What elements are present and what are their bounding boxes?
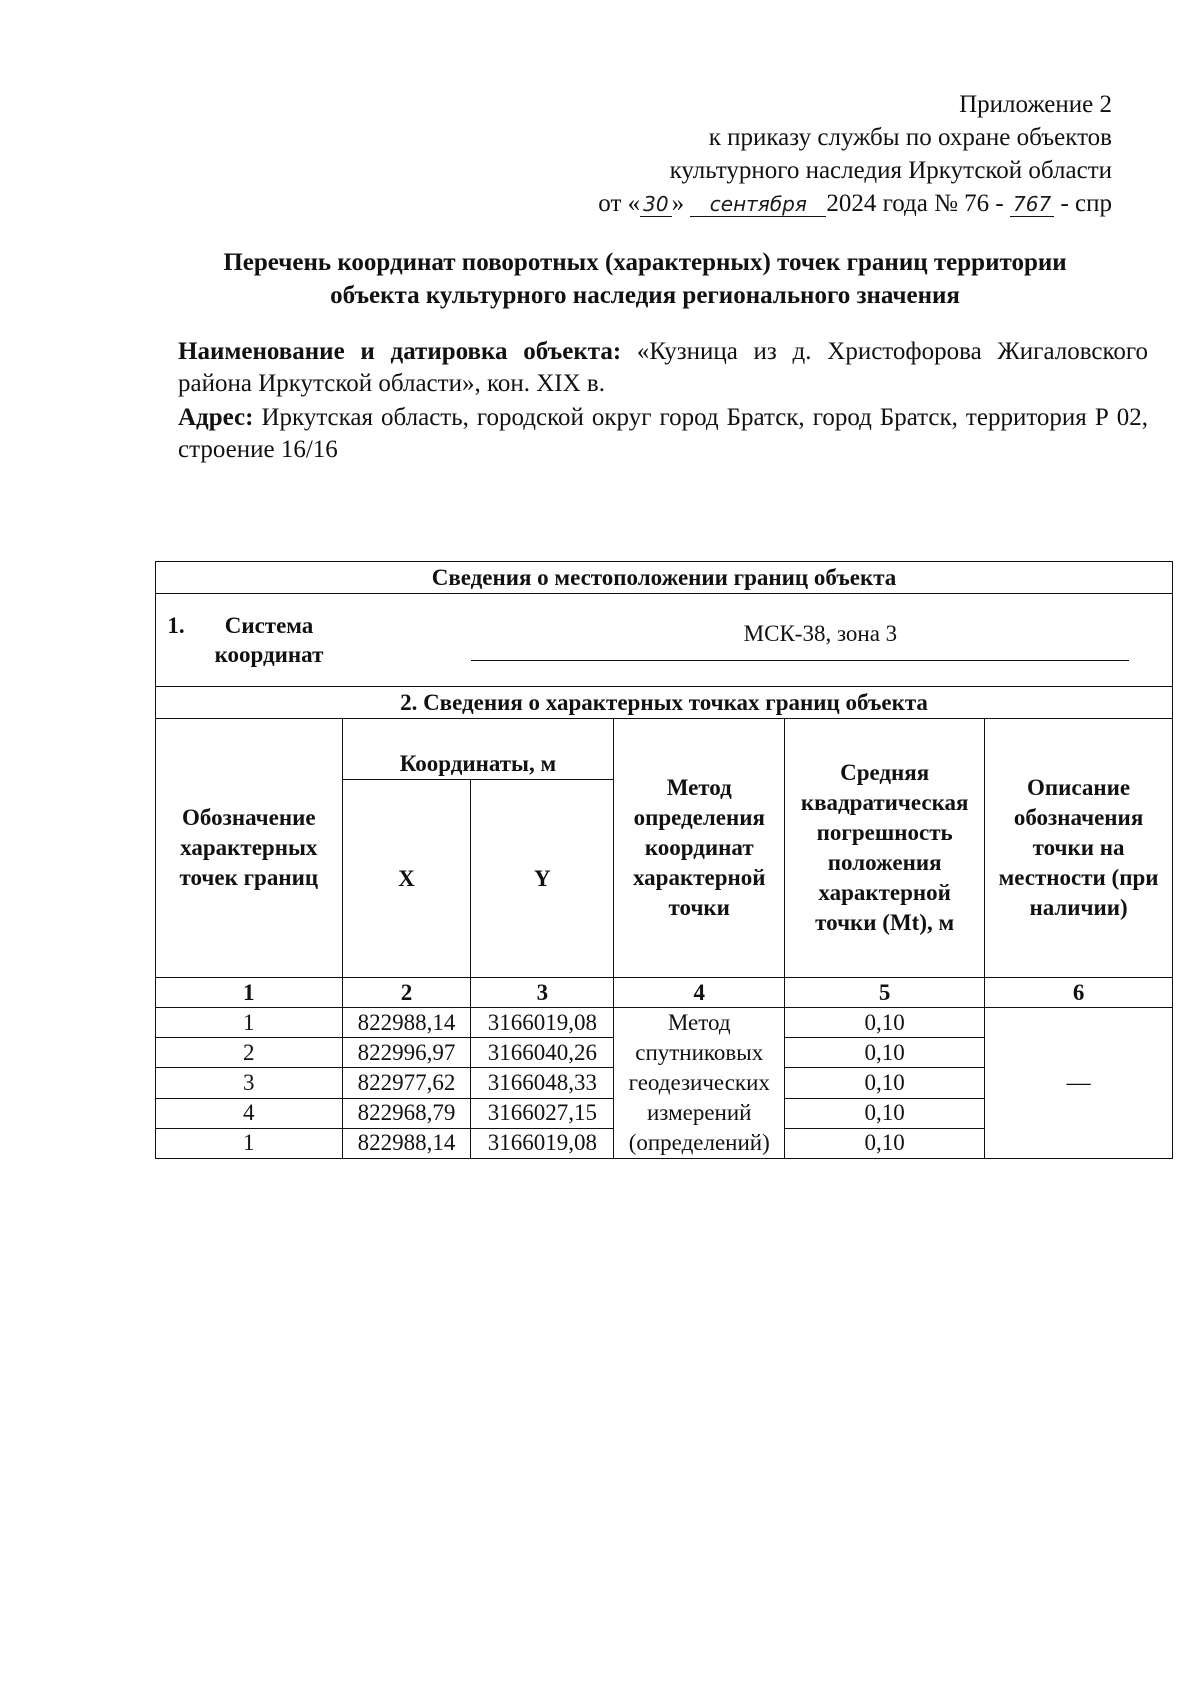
coordinate-system-number: 1. (167, 613, 185, 638)
handwritten-day: 30 (640, 192, 671, 217)
column-number-4: 4 (614, 978, 785, 1008)
boundary-coordinates-table (155, 561, 1173, 1159)
header-x: X (342, 780, 471, 978)
point-description-dash: — (985, 1008, 1173, 1159)
year-and-number: 2024 года № 76 - (826, 190, 1004, 217)
order-reference: к приказу службы по охране объектов (708, 124, 1112, 151)
coordinate-system-underline (471, 660, 1129, 661)
handwritten-month: сентября (690, 192, 826, 217)
x-coordinate: 822988,14 (342, 1128, 471, 1158)
mean-error: 0,10 (785, 1128, 985, 1158)
table-row (156, 1008, 1173, 1038)
appendix-number: Приложение 2 (959, 91, 1112, 118)
y-coordinate: 3166040,26 (471, 1038, 614, 1068)
object-info (178, 336, 1148, 468)
point-id: 4 (156, 1098, 343, 1128)
object-name-label: Наименование и датировка объекта: (178, 338, 622, 365)
coordinate-system-value: МСК-38, зона 3 (743, 621, 898, 646)
object-name-value: «Кузница из д. Христофорова Жигаловского района Иркутской области», кон. XIX в. (178, 338, 1148, 397)
header-point-description: Описание обозначения точки на местности (при наличии) (985, 719, 1173, 978)
x-coordinate: 822996,97 (342, 1038, 471, 1068)
point-id: 1 (156, 1128, 343, 1158)
header-method: Метод определения координат характерной точки (614, 719, 785, 978)
column-number-3: 3 (471, 978, 614, 1008)
header-y: Y (471, 780, 614, 978)
x-coordinate: 822988,14 (342, 1008, 471, 1038)
mean-error: 0,10 (785, 1098, 985, 1128)
order-suffix: - спр (1060, 190, 1112, 217)
object-address-paragraph (178, 402, 1148, 466)
column-number-6: 6 (985, 978, 1173, 1008)
header-mean-error: Средняя квадратическая погрешность положения характерной точки (Mt), м (785, 719, 985, 978)
x-coordinate: 822968,79 (342, 1098, 471, 1128)
point-id: 2 (156, 1038, 343, 1068)
date-prefix: от « (598, 190, 641, 217)
order-date-line (472, 187, 1112, 220)
column-number-5: 5 (785, 978, 985, 1008)
coordinate-system-label-cell (156, 594, 471, 687)
mean-error: 0,10 (785, 1068, 985, 1098)
method-cell: Метод спутниковых геодезических измерений (определений) (614, 1008, 785, 1159)
mean-error: 0,10 (785, 1038, 985, 1068)
column-number-2: 2 (342, 978, 471, 1008)
object-address-label: Адрес: (178, 404, 254, 431)
coordinate-system-label: Система координат (214, 613, 324, 667)
date-mid: » (671, 190, 685, 217)
appendix-header (472, 88, 1112, 220)
point-id: 3 (156, 1068, 343, 1098)
object-name-paragraph (178, 336, 1148, 400)
object-address-value: Иркутская область, городской округ город Братск, город Братск, территория Р 02, строение 16/16 (178, 404, 1148, 463)
title-line-2: объекта культурного наследия регионального значения (330, 282, 960, 309)
x-coordinate: 822977,62 (342, 1068, 471, 1098)
header-point-designation: Обозначение характерных точек границ (156, 719, 343, 978)
point-id: 1 (156, 1008, 343, 1038)
section-2-title: 2. Сведения о характерных точках границ объекта (156, 687, 1173, 719)
coordinate-system-label-wrap (158, 611, 469, 669)
agency-name: культурного наследия Иркутской области (669, 157, 1112, 184)
coordinate-system-value-cell (471, 594, 1173, 687)
document-title (150, 246, 1140, 312)
section-1-title: Сведения о местоположении границ объекта (156, 562, 1173, 594)
header-coordinates: Координаты, м (342, 719, 614, 780)
y-coordinate: 3166019,08 (471, 1008, 614, 1038)
y-coordinate: 3166027,15 (471, 1098, 614, 1128)
column-number-1: 1 (156, 978, 343, 1008)
mean-error: 0,10 (785, 1008, 985, 1038)
y-coordinate: 3166019,08 (471, 1128, 614, 1158)
handwritten-order-number: 767 (1010, 192, 1054, 217)
y-coordinate: 3166048,33 (471, 1068, 614, 1098)
title-line-1: Перечень координат поворотных (характерных) точек границ территории (223, 249, 1067, 276)
